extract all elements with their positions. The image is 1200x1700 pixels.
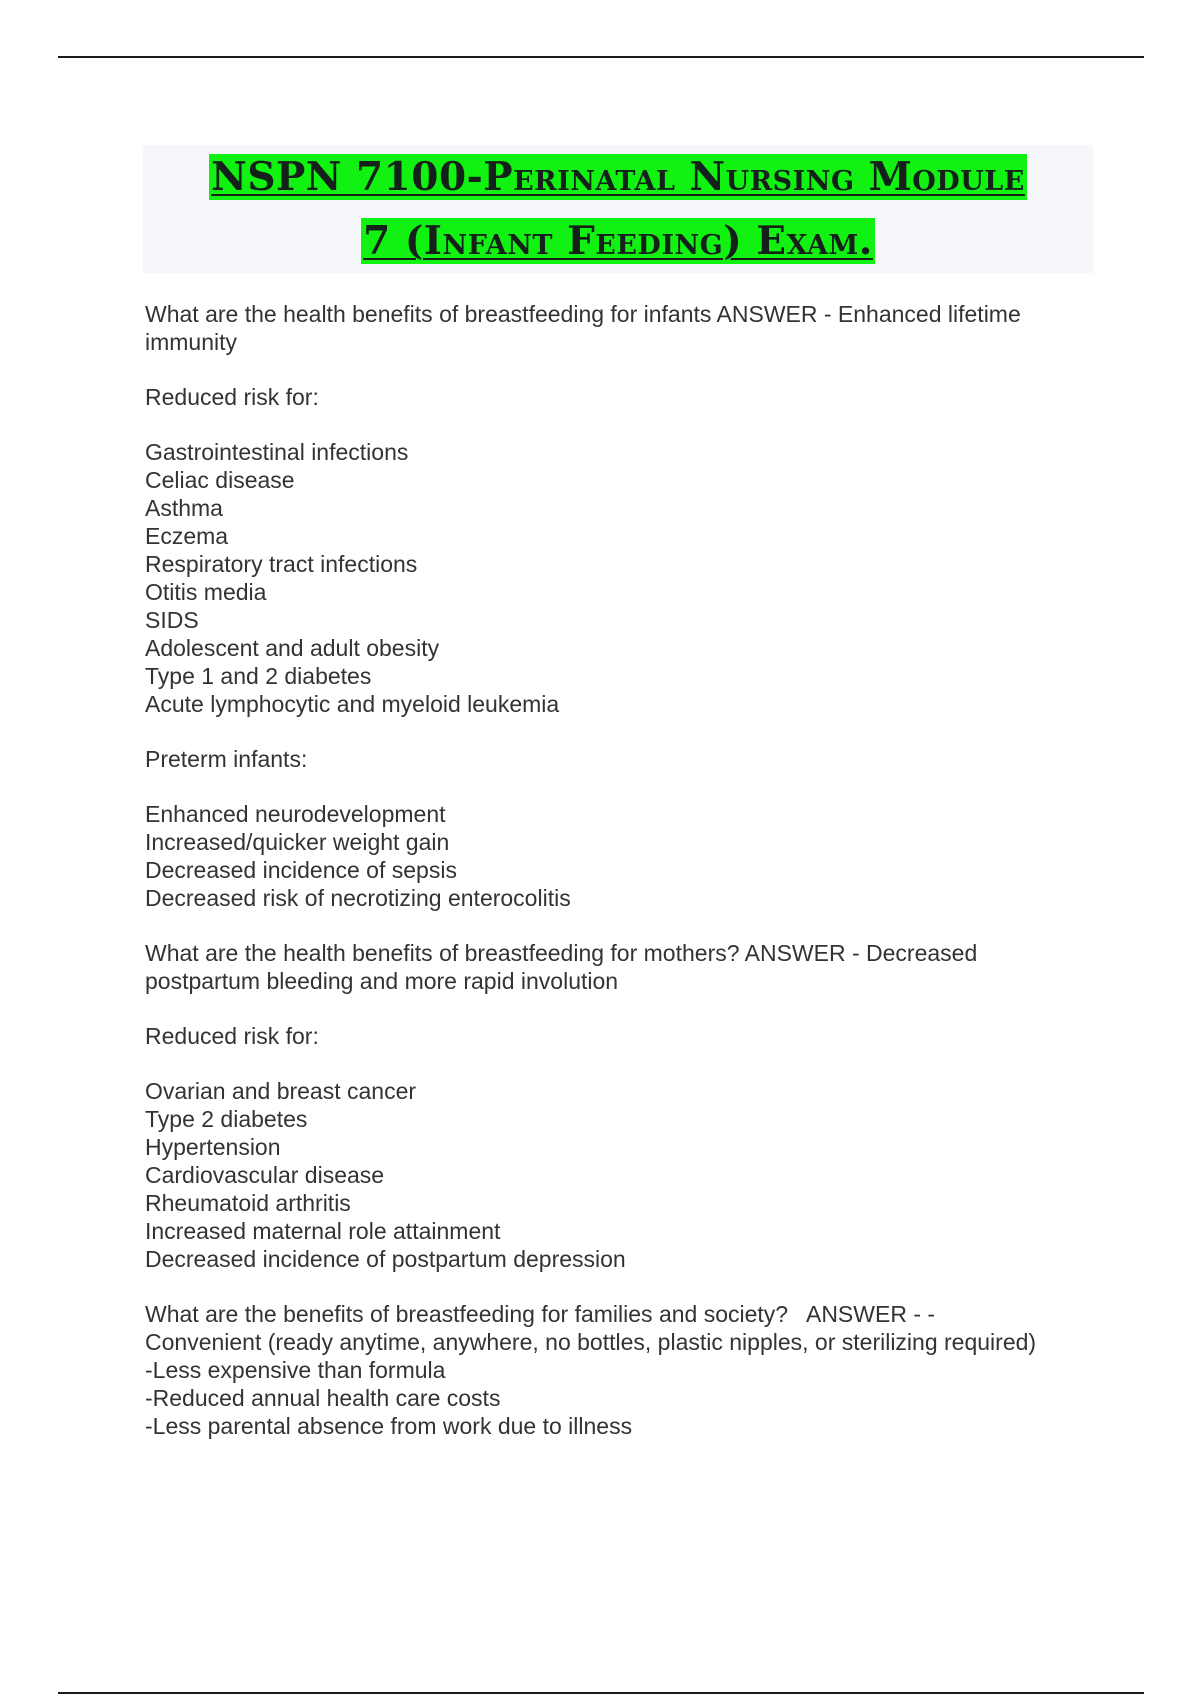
list-item: Adolescent and adult obesity bbox=[145, 635, 440, 661]
list-item: Decreased incidence of sepsis bbox=[145, 857, 457, 883]
preterm-list bbox=[145, 800, 1085, 912]
reduced-risk-list-mothers bbox=[145, 1077, 1085, 1273]
list-item: Decreased risk of necrotizing enterocolitis bbox=[145, 885, 571, 911]
list-item: Acute lymphocytic and myeloid leukemia bbox=[145, 691, 560, 717]
reduced-risk-label-infants: Reduced risk for: bbox=[145, 384, 319, 410]
title-block bbox=[143, 145, 1093, 273]
list-item: Increased maternal role attainment bbox=[145, 1218, 501, 1244]
list-item: Otitis media bbox=[145, 579, 267, 605]
answer-line: -Less expensive than formula bbox=[145, 1357, 446, 1383]
answer-line: -Less parental absence from work due to illness bbox=[145, 1413, 633, 1439]
list-item: Eczema bbox=[145, 523, 229, 549]
answer-line: Convenient (ready anytime, anywhere, no bottles, plastic nipples, or sterilizing required) bbox=[145, 1329, 1037, 1355]
answer-line: -Reduced annual health care costs bbox=[145, 1385, 501, 1411]
reduced-risk-list-infants bbox=[145, 438, 1085, 718]
title-line-1: NSPN 7100-Perinatal Nursing Module bbox=[211, 154, 1025, 200]
list-item: Respiratory tract infections bbox=[145, 551, 418, 577]
list-item: Gastrointestinal infections bbox=[145, 439, 409, 465]
preterm-label: Preterm infants: bbox=[145, 746, 308, 772]
list-item: Hypertension bbox=[145, 1134, 281, 1160]
bottom-rule bbox=[58, 1692, 1144, 1694]
list-item: Decreased incidence of postpartum depression bbox=[145, 1246, 626, 1272]
top-rule bbox=[58, 56, 1144, 58]
list-item: Asthma bbox=[145, 495, 223, 521]
title-line-2: 7 (Infant Feeding) Exam. bbox=[363, 218, 873, 264]
list-item: Cardiovascular disease bbox=[145, 1162, 385, 1188]
list-item: Enhanced neurodevelopment bbox=[145, 801, 446, 827]
list-item: Type 1 and 2 diabetes bbox=[145, 663, 372, 689]
question-infants: What are the health benefits of breastfeeding for infants ANSWER - Enhanced lifetime immunity bbox=[145, 301, 1021, 355]
page-title bbox=[143, 145, 1093, 273]
question-line: What are the benefits of breastfeeding for families and society? ANSWER - - bbox=[145, 1301, 936, 1327]
list-item: SIDS bbox=[145, 607, 199, 633]
list-item: Type 2 diabetes bbox=[145, 1106, 308, 1132]
question-mothers: What are the health benefits of breastfeeding for mothers? ANSWER - Decreased postpartum bleeding and more rapid involution bbox=[145, 940, 978, 994]
list-item: Increased/quicker weight gain bbox=[145, 829, 450, 855]
list-item: Celiac disease bbox=[145, 467, 295, 493]
document-body bbox=[145, 300, 1085, 1467]
reduced-risk-label-mothers: Reduced risk for: bbox=[145, 1023, 319, 1049]
list-item: Ovarian and breast cancer bbox=[145, 1078, 417, 1104]
list-item: Rheumatoid arthritis bbox=[145, 1190, 351, 1216]
question-families bbox=[145, 1300, 1085, 1440]
